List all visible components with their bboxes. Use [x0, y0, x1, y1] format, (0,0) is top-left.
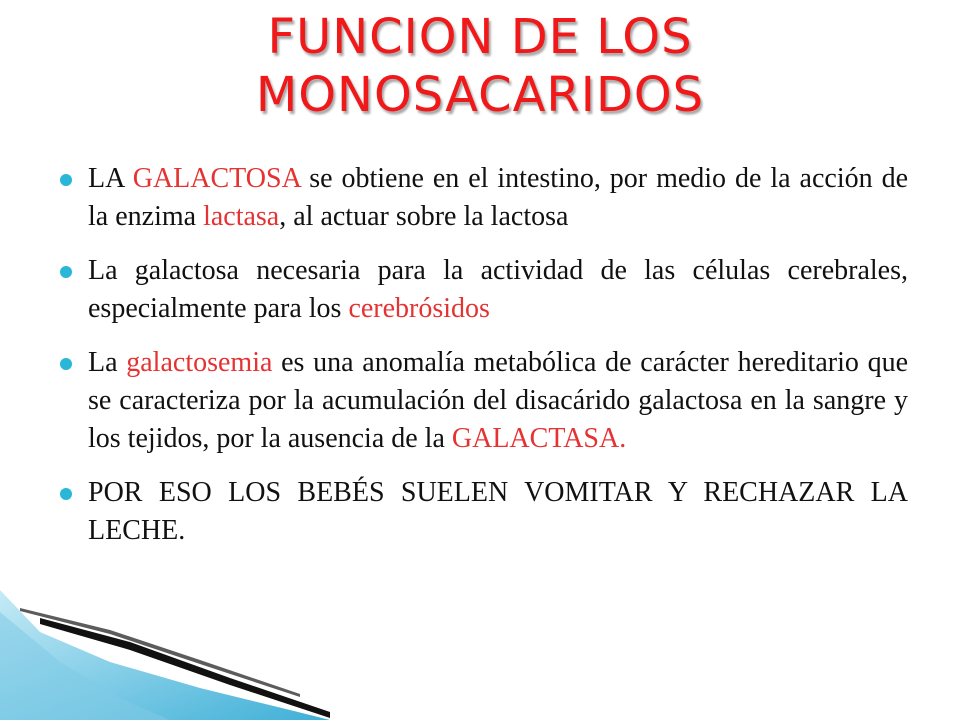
bullet-text: POR ESO LOS BEBÉS SUELEN VOMITAR Y RECHAZAR LA LECHE. — [88, 477, 908, 546]
slide-title — [0, 8, 960, 124]
title-line-1: FUNCION DE LOS — [267, 9, 693, 65]
corner-wave-decoration — [0, 590, 330, 720]
highlight-lactasa: lactasa — [203, 201, 280, 232]
highlight-galactasa: GALACTASA. — [451, 423, 627, 454]
bullet-babies-vomit — [60, 474, 908, 550]
title-line-2: MONOSACARIDOS — [255, 67, 705, 123]
highlight-galactosa: GALACTOSA — [132, 163, 301, 194]
highlight-cerebrosidos: cerebrósidos — [348, 293, 490, 324]
bullet-list — [60, 160, 908, 566]
bullet-text: La — [88, 347, 127, 378]
bullet-galactosemia — [60, 344, 908, 458]
bullet-dot-icon — [60, 266, 72, 278]
bullet-text: LA — [88, 163, 133, 194]
highlight-galactosemia: galactosemia — [126, 347, 273, 378]
bullet-text: , al actuar sobre la lactosa — [279, 201, 569, 232]
bullet-text: se obtiene en el intestino, por medio de la acción de la enzima — [88, 163, 908, 232]
bullet-dot-icon — [60, 488, 72, 500]
bullet-dot-icon — [60, 358, 72, 370]
bullet-galactosa-origin — [60, 160, 908, 236]
bullet-text: es una anomalía metabólica de carácter hereditario que se caracteriza por la acumulación del disacárido galactosa en la sangre y los tejidos, por la ausencia de la — [88, 347, 908, 454]
bullet-dot-icon — [60, 174, 72, 186]
bullet-cerebral-function — [60, 252, 908, 328]
bullet-text: La galactosa necesaria para la actividad de las células cerebrales, especialmente para los — [88, 255, 908, 324]
